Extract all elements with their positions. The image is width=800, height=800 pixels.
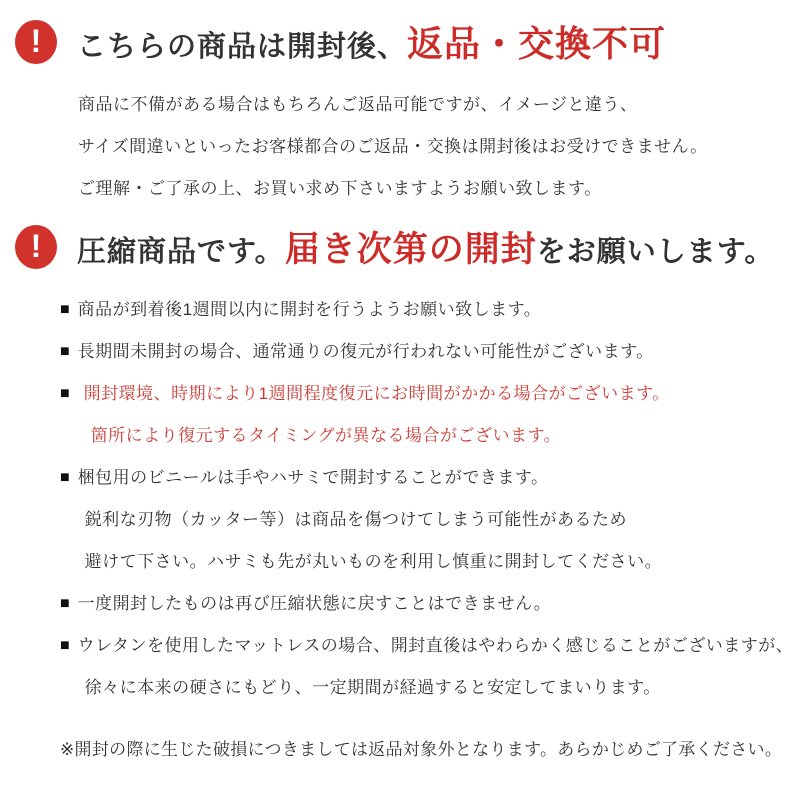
title-black-before: 圧縮商品です。 bbox=[77, 236, 285, 268]
list-item-line: ウレタンを使用したマットレスの場合、開封直後はやわらかく感じることがございますが、 bbox=[77, 636, 794, 655]
square-bullet-icon: ■ bbox=[60, 343, 70, 360]
returns-paragraph-line: ご理解・ご了承の上、お買い求め下さいますようお願い致します。 bbox=[78, 179, 602, 198]
returns-paragraph-line: 商品に不備がある場合はもちろんご返品可能ですが、イメージと違う、 bbox=[78, 95, 638, 114]
square-bullet-icon: ■ bbox=[60, 595, 70, 612]
opening-instructions-list bbox=[60, 298, 800, 718]
returns-paragraph bbox=[78, 93, 800, 200]
warning-exclamation-icon bbox=[15, 20, 57, 64]
returns-paragraph-line: サイズ間違いといったお客様都合のご返品・交換は開封後はお受けできません。 bbox=[78, 137, 708, 156]
list-item-line: 鋭利な刃物（カッター等）は商品を傷つけてしまう可能性があるため bbox=[84, 510, 628, 529]
title-black-after: をお願いします。 bbox=[536, 236, 775, 268]
exclamation-glyph: ! bbox=[30, 22, 42, 59]
list-item-line: 避けて下さい。ハサミも先が丸いものを利用し慎重に開封してください。 bbox=[84, 552, 663, 571]
list-item-line: 一度開封したものは再び圧縮状態に戻すことはできません。 bbox=[77, 594, 552, 613]
list-item bbox=[60, 340, 800, 382]
square-bullet-icon: ■ bbox=[60, 385, 70, 402]
list-item bbox=[60, 466, 800, 592]
list-item-line: 長期間未開封の場合、通常通りの復元が行われない可能性がございます。 bbox=[77, 342, 654, 361]
returns-section-title bbox=[77, 16, 666, 67]
returns-policy-section bbox=[0, 16, 800, 200]
square-bullet-icon: ■ bbox=[60, 637, 70, 654]
exclamation-glyph: ! bbox=[30, 228, 42, 264]
warning-exclamation-icon bbox=[15, 225, 57, 269]
list-item-line: 梱包用のビニールは手やハサミで開封することができます。 bbox=[77, 468, 549, 487]
returns-title-black-text: こちらの商品は開封後、 bbox=[77, 31, 408, 63]
compressed-product-section bbox=[0, 222, 800, 718]
list-item-line: 箇所により復元するタイミングが異なる場合がございます。 bbox=[90, 426, 562, 445]
list-item bbox=[60, 382, 800, 466]
square-bullet-icon: ■ bbox=[60, 469, 70, 486]
list-item-line: 徐々に本来の硬さにもどり、一定期間が経過すると安定してまいります。 bbox=[84, 678, 661, 697]
returns-title-red-text: 返品・交換不可 bbox=[407, 23, 667, 64]
square-bullet-icon: ■ bbox=[60, 301, 70, 318]
damage-disclaimer-note: ※開封の際に生じた破損につきましては返品対象外となります。あらかじめご了承ください。 bbox=[60, 740, 783, 759]
list-item bbox=[60, 592, 800, 634]
list-item-line: 商品が到着後1週間以内に開封を行うようお願い致します。 bbox=[77, 300, 542, 319]
list-item-line: 開封環境、時期により1週間程度復元にお時間がかかる場合がございます。 bbox=[83, 384, 670, 403]
open-on-arrival-heading-row bbox=[0, 222, 800, 272]
list-item bbox=[60, 634, 800, 718]
title-red-text: 届き次第の開封 bbox=[284, 230, 537, 269]
open-on-arrival-section-title bbox=[77, 222, 774, 272]
list-item bbox=[60, 298, 800, 340]
returns-heading-row bbox=[0, 16, 800, 67]
